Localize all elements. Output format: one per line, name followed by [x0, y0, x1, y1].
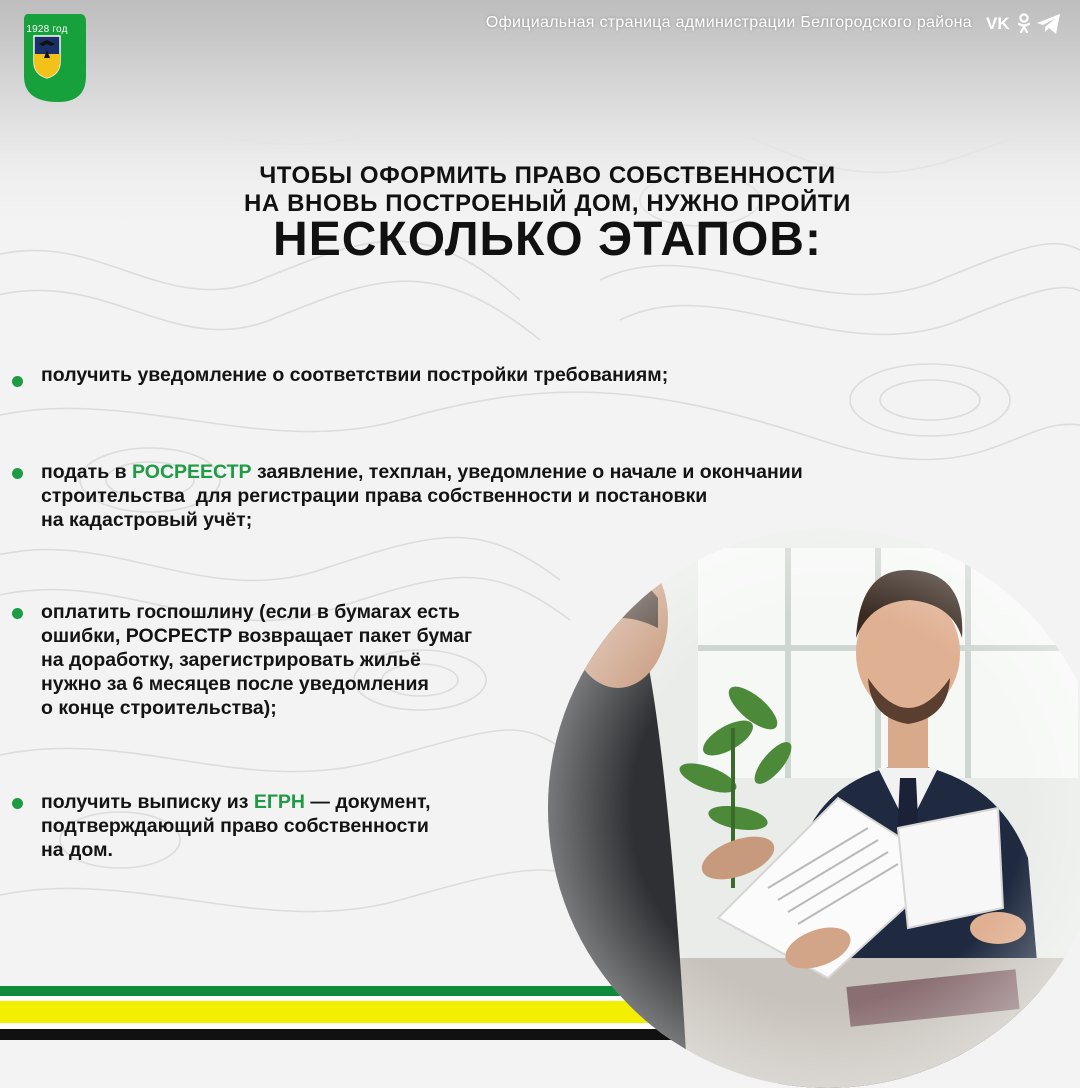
step-2-line-2: строительства для регистрации права собственности и постановки	[41, 485, 708, 507]
rosreestr-highlight: РОСРЕЕСТР	[132, 461, 252, 483]
step-3-line-3: на доработку, зарегистрировать жильё	[41, 649, 421, 671]
step-bullet-icon	[12, 608, 23, 619]
step-2-line-3: на кадастровый учёт;	[41, 509, 253, 531]
step-4-line-3: на дом.	[41, 839, 113, 861]
step-bullet-icon	[12, 468, 23, 479]
step-3-line-2: ошибки, РОСРЕСТР возвращает пакет бумаг	[41, 625, 473, 647]
step-4-line-2: подтверждающий право собственности	[41, 815, 429, 837]
step-item-1	[41, 363, 668, 387]
egrn-highlight: ЕГРН	[253, 791, 305, 813]
step-2-prefix: подать в	[41, 461, 133, 483]
heading-line-1: ЧТОБЫ ОФОРМИТЬ ПРАВО СОБСТВЕННОСТИ	[259, 162, 836, 189]
step-bullet-icon	[12, 376, 23, 387]
step-4-line-1-text: — документ,	[304, 791, 431, 813]
step-item-4	[41, 790, 431, 862]
logo-year: 1928 год	[26, 24, 68, 35]
step-4-prefix: получить выписку из	[41, 791, 254, 813]
header-title: Официальная страница администрации Белгородского района	[485, 14, 972, 31]
heading-line-2: НА ВНОВЬ ПОСТРОЕНЫЙ ДОМ, НУЖНО ПРОЙТИ	[243, 190, 852, 217]
svg-text:VK: VK	[986, 14, 1010, 33]
step-2-line-1-text: заявление, техплан, уведомление о начале и окончании	[257, 461, 803, 483]
step-1-line-1: получить уведомление о соответствии постройки требованиям;	[41, 364, 669, 386]
step-3-line-4: нужно за 6 месяцев после уведомления	[41, 673, 429, 695]
step-item-3	[41, 600, 472, 720]
photo-business-meeting	[548, 528, 1080, 1088]
step-3-line-5: о конце строительства);	[41, 697, 277, 719]
step-item-2	[41, 460, 803, 532]
step-bullet-icon	[12, 798, 23, 809]
step-2-line-1	[41, 460, 803, 484]
step-3-line-1: оплатить госпошлину (если в бумагах есть	[41, 601, 460, 623]
heading-line-3: НЕСКОЛЬКО ЭТАПОВ:	[273, 213, 822, 266]
step-4-line-1	[41, 790, 431, 814]
